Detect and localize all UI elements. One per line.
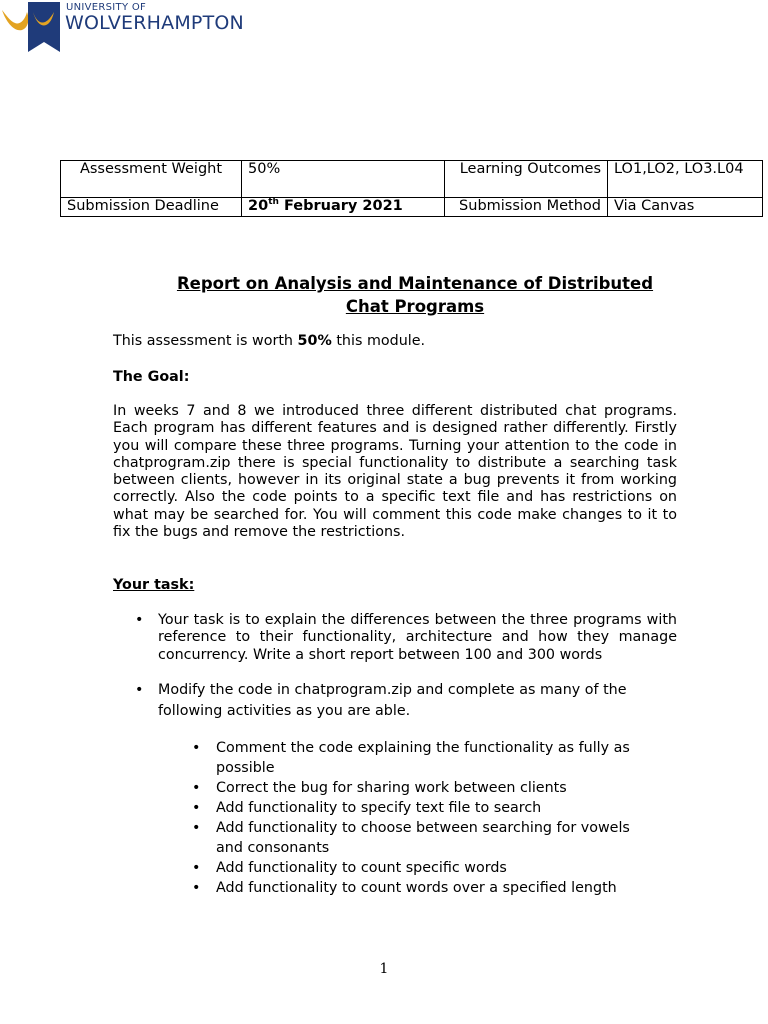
goal-heading: The Goal: — [113, 369, 190, 385]
table-row — [61, 161, 763, 198]
bullet-icon: • — [192, 820, 201, 836]
bullet-icon: • — [135, 612, 144, 628]
activity-2: Correct the bug for sharing work between clients — [216, 780, 567, 796]
bullet-icon: • — [135, 682, 144, 698]
task-bullet-1-text: Your task is to explain the differences between the three programs with reference to their functionality, architecture and how they manage concurrency. Write a short report between 100 and 300 words — [158, 612, 677, 663]
list-item — [190, 818, 650, 858]
deadline-day: 20 — [248, 198, 269, 214]
intro-weight: 50% — [297, 333, 332, 349]
bullet-icon: • — [192, 780, 201, 796]
activity-3: Add functionality to specify text file to search — [216, 800, 542, 816]
submission-deadline-label: Submission Deadline — [61, 198, 242, 217]
bullet-icon: • — [192, 740, 201, 756]
list-item — [190, 878, 650, 898]
bullet-icon: • — [192, 860, 201, 876]
task-list-primary — [113, 612, 677, 664]
activities-list — [190, 738, 650, 898]
document-title — [110, 272, 720, 318]
assessment-weight-value: 50% — [242, 161, 445, 198]
list-item — [190, 778, 650, 798]
university-crest-icon — [0, 0, 64, 54]
intro-paragraph — [113, 333, 677, 350]
submission-method-label: Submission Method — [445, 198, 608, 217]
bullet-icon: • — [192, 800, 201, 816]
goal-paragraph: In weeks 7 and 8 we introduced three different distributed chat programs. Each program has different features and is designed rather differently. Firstly you will compare these three programs. Turning your attention to the code in chatprogram.zip there is special functionality to distribute a searching task between clients, however in its original state a bug prevents it from working correctly. Also the code points to a specific text file and has restrictions on what may be searched for. You will comment this code make changes to it to fix the bugs and remove the restrictions. — [113, 403, 677, 541]
activity-1: Comment the code explaining the functionality as fully as possible — [216, 740, 630, 776]
logo-line-wolverhampton: WOLVERHAMPTON — [65, 12, 244, 34]
submission-deadline-value — [242, 198, 445, 217]
learning-outcomes-label: Learning Outcomes — [445, 161, 608, 198]
learning-outcomes-value: LO1,LO2, LO3.L04 — [608, 161, 763, 198]
list-item — [190, 738, 650, 778]
list-item — [190, 798, 650, 818]
assessment-info-table — [60, 160, 763, 217]
task-list-secondary — [113, 680, 677, 722]
list-item — [113, 680, 677, 722]
page-number: 1 — [379, 961, 389, 977]
university-logo — [0, 0, 244, 54]
task-bullet-2-text: Modify the code in chatprogram.zip and complete as many of the following activities as you are able. — [158, 682, 627, 719]
deadline-day-suffix: th — [268, 197, 279, 208]
submission-method-value: Via Canvas — [608, 198, 763, 217]
title-line-2: Chat Programs — [345, 297, 485, 316]
list-item — [113, 612, 677, 664]
task-heading: Your task: — [113, 577, 195, 593]
intro-text-pre: This assessment is worth — [113, 333, 298, 349]
intro-text-post: this module. — [331, 333, 426, 349]
deadline-month-year: February 2021 — [278, 198, 403, 214]
title-line-1: Report on Analysis and Maintenance of Distributed — [176, 274, 654, 293]
activity-6: Add functionality to count words over a specified length — [216, 880, 617, 896]
activity-5: Add functionality to count specific words — [216, 860, 507, 876]
activity-4: Add functionality to choose between searching for vowels and consonants — [216, 820, 630, 856]
list-item — [190, 858, 650, 878]
logo-line-university-of: UNIVERSITY OF — [66, 2, 147, 13]
bullet-icon: • — [192, 880, 201, 896]
assessment-weight-label: Assessment Weight — [61, 161, 242, 198]
table-row — [61, 198, 763, 217]
